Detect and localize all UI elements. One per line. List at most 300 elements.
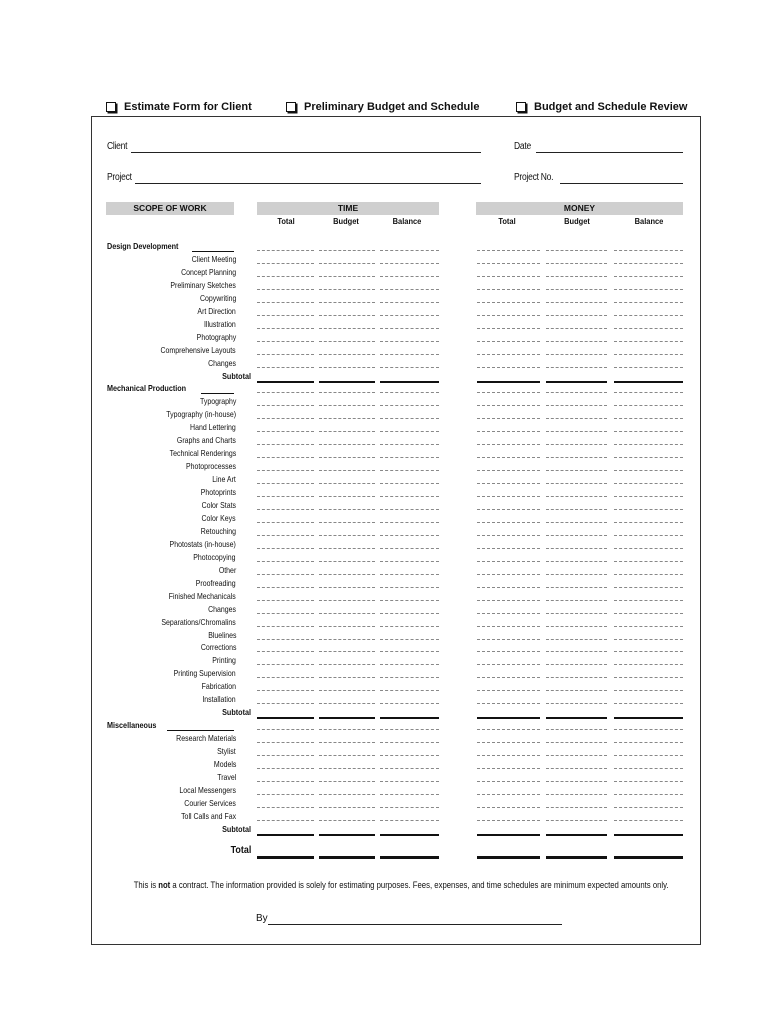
entry-cell[interactable]: [319, 856, 375, 859]
entry-cell[interactable]: [546, 768, 607, 769]
entry-cell[interactable]: [477, 856, 540, 859]
entry-cell[interactable]: [477, 509, 540, 510]
entry-cell[interactable]: [546, 651, 607, 652]
entry-cell[interactable]: [546, 328, 607, 329]
entry-cell[interactable]: [477, 626, 540, 627]
entry-cell[interactable]: [546, 820, 607, 821]
entry-cell[interactable]: [319, 664, 375, 665]
entry-cell[interactable]: [380, 381, 439, 383]
entry-cell[interactable]: [319, 690, 375, 691]
entry-cell[interactable]: [477, 470, 540, 471]
entry-cell[interactable]: [257, 729, 314, 730]
entry-cell[interactable]: [257, 354, 314, 355]
entry-cell[interactable]: [614, 807, 683, 808]
entry-cell[interactable]: [477, 651, 540, 652]
entry-cell[interactable]: [546, 509, 607, 510]
entry-cell[interactable]: [477, 483, 540, 484]
entry-cell[interactable]: [319, 250, 375, 251]
entry-cell[interactable]: [546, 626, 607, 627]
entry-cell[interactable]: [319, 639, 375, 640]
entry-cell[interactable]: [319, 548, 375, 549]
entry-cell[interactable]: [257, 548, 314, 549]
entry-cell[interactable]: [257, 768, 314, 769]
entry-cell[interactable]: [257, 381, 314, 383]
entry-cell[interactable]: [614, 302, 683, 303]
entry-cell[interactable]: [319, 794, 375, 795]
entry-cell[interactable]: [477, 276, 540, 277]
entry-cell[interactable]: [380, 263, 439, 264]
entry-cell[interactable]: [380, 289, 439, 290]
entry-cell[interactable]: [319, 522, 375, 523]
checkbox-icon[interactable]: [286, 102, 296, 112]
project-field[interactable]: [135, 183, 481, 184]
entry-cell[interactable]: [546, 341, 607, 342]
entry-cell[interactable]: [319, 341, 375, 342]
entry-cell[interactable]: [546, 548, 607, 549]
entry-cell[interactable]: [257, 807, 314, 808]
entry-cell[interactable]: [614, 444, 683, 445]
entry-cell[interactable]: [380, 341, 439, 342]
entry-cell[interactable]: [380, 354, 439, 355]
line-item-label: Bluelines: [207, 629, 236, 640]
entry-cell[interactable]: [614, 755, 683, 756]
entry-cell[interactable]: [614, 781, 683, 782]
entry-cell[interactable]: [319, 703, 375, 704]
entry-cell[interactable]: [477, 613, 540, 614]
entry-cell[interactable]: [546, 717, 607, 719]
entry-cell[interactable]: [319, 483, 375, 484]
entry-cell[interactable]: [319, 302, 375, 303]
entry-cell[interactable]: [614, 651, 683, 652]
entry-cell[interactable]: [319, 470, 375, 471]
entry-cell[interactable]: [257, 856, 314, 859]
entry-cell[interactable]: [477, 302, 540, 303]
entry-cell[interactable]: [380, 276, 439, 277]
entry-cell[interactable]: [546, 457, 607, 458]
entry-cell[interactable]: [614, 405, 683, 406]
entry-cell[interactable]: [257, 496, 314, 497]
entry-cell[interactable]: [546, 263, 607, 264]
entry-cell[interactable]: [546, 781, 607, 782]
entry-cell[interactable]: [319, 755, 375, 756]
entry-cell[interactable]: [477, 729, 540, 730]
entry-cell[interactable]: [257, 444, 314, 445]
entry-cell[interactable]: [614, 509, 683, 510]
entry-cell[interactable]: [380, 729, 439, 730]
entry-cell[interactable]: [319, 367, 375, 368]
entry-cell[interactable]: [477, 367, 540, 368]
entry-cell[interactable]: [477, 742, 540, 743]
entry-cell[interactable]: [319, 354, 375, 355]
entry-cell[interactable]: [614, 418, 683, 419]
entry-cell[interactable]: [319, 574, 375, 575]
entry-cell[interactable]: [546, 392, 607, 393]
entry-cell[interactable]: [614, 315, 683, 316]
entry-cell[interactable]: [546, 289, 607, 290]
entry-cell[interactable]: [257, 690, 314, 691]
entry-cell[interactable]: [380, 457, 439, 458]
entry-cell[interactable]: [380, 509, 439, 510]
entry-cell[interactable]: [546, 483, 607, 484]
entry-cell[interactable]: [257, 392, 314, 393]
entry-cell[interactable]: [380, 807, 439, 808]
entry-cell[interactable]: [614, 522, 683, 523]
entry-cell[interactable]: [546, 807, 607, 808]
entry-cell[interactable]: [477, 548, 540, 549]
entry-cell[interactable]: [614, 794, 683, 795]
entry-cell[interactable]: [546, 664, 607, 665]
entry-cell[interactable]: [546, 742, 607, 743]
entry-cell[interactable]: [477, 781, 540, 782]
entry-cell[interactable]: [477, 574, 540, 575]
entry-cell[interactable]: [257, 470, 314, 471]
entry-cell[interactable]: [380, 302, 439, 303]
entry-cell[interactable]: [614, 276, 683, 277]
line-item-label: Changes: [208, 603, 236, 614]
entry-cell[interactable]: [614, 354, 683, 355]
entry-cell[interactable]: [380, 392, 439, 393]
option-preliminary-budget[interactable]: [286, 101, 479, 113]
entry-cell[interactable]: [257, 263, 314, 264]
entry-cell[interactable]: [546, 794, 607, 795]
entry-cell[interactable]: [546, 535, 607, 536]
entry-cell[interactable]: [477, 600, 540, 601]
entry-cell[interactable]: [477, 263, 540, 264]
entry-cell[interactable]: [380, 496, 439, 497]
entry-cell[interactable]: [546, 677, 607, 678]
entry-cell[interactable]: [614, 381, 683, 383]
entry-cell[interactable]: [477, 834, 540, 836]
entry-cell[interactable]: [477, 535, 540, 536]
entry-cell[interactable]: [257, 250, 314, 251]
entry-cell[interactable]: [257, 341, 314, 342]
entry-cell[interactable]: [380, 639, 439, 640]
entry-cell[interactable]: [257, 457, 314, 458]
project-no-label: Project No.: [514, 172, 554, 183]
entry-cell[interactable]: [546, 250, 607, 251]
entry-cell[interactable]: [477, 496, 540, 497]
entry-cell[interactable]: [319, 729, 375, 730]
entry-cell[interactable]: [546, 703, 607, 704]
entry-cell[interactable]: [257, 431, 314, 432]
checkbox-icon[interactable]: [516, 102, 526, 112]
entry-cell[interactable]: [257, 367, 314, 368]
option-budget-review[interactable]: [516, 101, 687, 113]
entry-cell[interactable]: [257, 289, 314, 290]
entry-cell[interactable]: [380, 677, 439, 678]
entry-cell[interactable]: [380, 794, 439, 795]
entry-cell[interactable]: [477, 457, 540, 458]
entry-cell[interactable]: [380, 717, 439, 719]
entry-cell[interactable]: [380, 431, 439, 432]
entry-cell[interactable]: [614, 392, 683, 393]
entry-cell[interactable]: [477, 431, 540, 432]
entry-cell[interactable]: [257, 315, 314, 316]
entry-cell[interactable]: [546, 302, 607, 303]
entry-cell[interactable]: [319, 834, 375, 836]
entry-cell[interactable]: [257, 587, 314, 588]
entry-cell[interactable]: [380, 781, 439, 782]
entry-cell[interactable]: [380, 613, 439, 614]
signature-field[interactable]: [268, 924, 562, 925]
entry-cell[interactable]: [319, 315, 375, 316]
entry-cell[interactable]: [319, 263, 375, 264]
entry-cell[interactable]: [477, 717, 540, 719]
entry-cell[interactable]: [614, 690, 683, 691]
entry-cell[interactable]: [257, 677, 314, 678]
entry-cell[interactable]: [546, 315, 607, 316]
entry-cell[interactable]: [380, 755, 439, 756]
entry-cell[interactable]: [319, 457, 375, 458]
entry-cell[interactable]: [380, 522, 439, 523]
entry-cell[interactable]: [477, 289, 540, 290]
entry-cell[interactable]: [319, 328, 375, 329]
client-field[interactable]: [131, 152, 481, 153]
entry-cell[interactable]: [319, 651, 375, 652]
entry-cell[interactable]: [319, 781, 375, 782]
entry-cell[interactable]: [319, 444, 375, 445]
entry-cell[interactable]: [477, 794, 540, 795]
entry-cell[interactable]: [546, 444, 607, 445]
entry-cell[interactable]: [546, 381, 607, 383]
entry-cell[interactable]: [477, 677, 540, 678]
entry-cell[interactable]: [614, 328, 683, 329]
entry-cell[interactable]: [614, 574, 683, 575]
entry-cell[interactable]: [257, 405, 314, 406]
entry-cell[interactable]: [257, 781, 314, 782]
entry-cell[interactable]: [257, 820, 314, 821]
entry-cell[interactable]: [380, 664, 439, 665]
entry-cell[interactable]: [257, 717, 314, 719]
entry-cell[interactable]: [614, 820, 683, 821]
line-item-label: Models: [213, 759, 236, 769]
entry-cell[interactable]: [614, 483, 683, 484]
entry-cell[interactable]: [614, 535, 683, 536]
entry-cell[interactable]: [380, 470, 439, 471]
entry-cell[interactable]: [257, 522, 314, 523]
entry-cell[interactable]: [257, 418, 314, 419]
entry-cell[interactable]: [319, 535, 375, 536]
entry-cell[interactable]: [546, 367, 607, 368]
entry-cell[interactable]: [477, 522, 540, 523]
entry-cell[interactable]: [614, 561, 683, 562]
entry-cell[interactable]: [546, 418, 607, 419]
entry-cell[interactable]: [319, 613, 375, 614]
entry-cell[interactable]: [380, 548, 439, 549]
option-estimate-form[interactable]: [106, 101, 252, 113]
entry-cell[interactable]: [614, 496, 683, 497]
entry-cell[interactable]: [477, 561, 540, 562]
entry-cell[interactable]: [477, 418, 540, 419]
entry-cell[interactable]: [614, 729, 683, 730]
entry-cell[interactable]: [614, 664, 683, 665]
entry-cell[interactable]: [380, 418, 439, 419]
entry-cell[interactable]: [380, 367, 439, 368]
entry-cell[interactable]: [319, 600, 375, 601]
entry-cell[interactable]: [477, 250, 540, 251]
entry-cell[interactable]: [477, 664, 540, 665]
checkbox-icon[interactable]: [106, 102, 116, 112]
entry-cell[interactable]: [257, 794, 314, 795]
entry-cell[interactable]: [614, 587, 683, 588]
entry-cell[interactable]: [380, 834, 439, 836]
entry-cell[interactable]: [319, 276, 375, 277]
entry-cell[interactable]: [319, 392, 375, 393]
entry-cell[interactable]: [257, 639, 314, 640]
entry-cell[interactable]: [614, 548, 683, 549]
entry-cell[interactable]: [614, 367, 683, 368]
entry-cell[interactable]: [380, 651, 439, 652]
entry-cell[interactable]: [546, 496, 607, 497]
entry-cell[interactable]: [257, 703, 314, 704]
entry-cell[interactable]: [319, 431, 375, 432]
date-label: Date: [514, 141, 531, 152]
entry-cell[interactable]: [380, 405, 439, 406]
entry-cell[interactable]: [546, 690, 607, 691]
entry-cell[interactable]: [546, 405, 607, 406]
entry-cell[interactable]: [319, 717, 375, 719]
entry-cell[interactable]: [546, 755, 607, 756]
entry-cell[interactable]: [380, 328, 439, 329]
entry-cell[interactable]: [477, 444, 540, 445]
entry-cell[interactable]: [380, 820, 439, 821]
entry-cell[interactable]: [477, 690, 540, 691]
entry-cell[interactable]: [319, 768, 375, 769]
line-item-label: Proofreading: [196, 577, 236, 588]
entry-cell[interactable]: [614, 457, 683, 458]
entry-cell[interactable]: [380, 768, 439, 769]
entry-cell[interactable]: [257, 574, 314, 575]
entry-cell[interactable]: [477, 807, 540, 808]
entry-cell[interactable]: [319, 742, 375, 743]
entry-cell[interactable]: [614, 856, 683, 859]
entry-cell[interactable]: [614, 703, 683, 704]
entry-cell[interactable]: [477, 768, 540, 769]
entry-cell[interactable]: [319, 405, 375, 406]
entry-cell[interactable]: [257, 613, 314, 614]
entry-cell[interactable]: [380, 703, 439, 704]
entry-cell[interactable]: [257, 755, 314, 756]
entry-cell[interactable]: [319, 820, 375, 821]
entry-cell[interactable]: [380, 315, 439, 316]
entry-cell[interactable]: [614, 470, 683, 471]
entry-cell[interactable]: [380, 574, 439, 575]
entry-cell[interactable]: [257, 626, 314, 627]
entry-cell[interactable]: [319, 561, 375, 562]
entry-cell[interactable]: [380, 535, 439, 536]
entry-cell[interactable]: [380, 483, 439, 484]
entry-cell[interactable]: [546, 354, 607, 355]
entry-cell[interactable]: [380, 250, 439, 251]
entry-cell[interactable]: [477, 381, 540, 383]
entry-cell[interactable]: [319, 677, 375, 678]
entry-cell[interactable]: [614, 677, 683, 678]
entry-cell[interactable]: [257, 561, 314, 562]
entry-cell[interactable]: [257, 302, 314, 303]
entry-cell[interactable]: [319, 807, 375, 808]
entry-cell[interactable]: [546, 856, 607, 859]
entry-cell[interactable]: [477, 341, 540, 342]
entry-cell[interactable]: [380, 690, 439, 691]
entry-cell[interactable]: [257, 509, 314, 510]
entry-cell[interactable]: [319, 418, 375, 419]
entry-cell[interactable]: [319, 509, 375, 510]
entry-cell[interactable]: [614, 431, 683, 432]
entry-cell[interactable]: [477, 639, 540, 640]
entry-cell[interactable]: [380, 587, 439, 588]
entry-cell[interactable]: [477, 328, 540, 329]
entry-cell[interactable]: [614, 613, 683, 614]
entry-cell[interactable]: [477, 755, 540, 756]
entry-cell[interactable]: [614, 768, 683, 769]
entry-cell[interactable]: [380, 444, 439, 445]
entry-cell[interactable]: [257, 483, 314, 484]
entry-cell[interactable]: [257, 834, 314, 836]
entry-cell[interactable]: [257, 600, 314, 601]
entry-cell[interactable]: [477, 405, 540, 406]
entry-cell[interactable]: [614, 289, 683, 290]
entry-cell[interactable]: [477, 354, 540, 355]
entry-cell[interactable]: [546, 470, 607, 471]
entry-cell[interactable]: [257, 651, 314, 652]
entry-cell[interactable]: [546, 276, 607, 277]
entry-cell[interactable]: [546, 522, 607, 523]
line-item-label: Printing Supervision: [174, 668, 236, 679]
entry-cell[interactable]: [546, 834, 607, 836]
entry-cell[interactable]: [546, 561, 607, 562]
entry-cell[interactable]: [257, 276, 314, 277]
entry-cell[interactable]: [614, 626, 683, 627]
entry-cell[interactable]: [614, 834, 683, 836]
entry-cell[interactable]: [614, 742, 683, 743]
entry-cell[interactable]: [380, 600, 439, 601]
entry-cell[interactable]: [477, 587, 540, 588]
entry-cell[interactable]: [257, 664, 314, 665]
entry-cell[interactable]: [319, 626, 375, 627]
entry-cell[interactable]: [614, 263, 683, 264]
entry-cell[interactable]: [614, 250, 683, 251]
entry-cell[interactable]: [380, 626, 439, 627]
entry-cell[interactable]: [257, 742, 314, 743]
entry-cell[interactable]: [546, 613, 607, 614]
entry-cell[interactable]: [546, 587, 607, 588]
entry-cell[interactable]: [319, 381, 375, 383]
entry-cell[interactable]: [477, 820, 540, 821]
entry-cell[interactable]: [380, 742, 439, 743]
entry-cell[interactable]: [257, 328, 314, 329]
project-no-field[interactable]: [560, 183, 683, 184]
entry-cell[interactable]: [380, 561, 439, 562]
entry-cell[interactable]: [319, 587, 375, 588]
date-field[interactable]: [536, 152, 683, 153]
entry-cell[interactable]: [546, 600, 607, 601]
entry-cell[interactable]: [546, 729, 607, 730]
entry-cell[interactable]: [546, 431, 607, 432]
entry-cell[interactable]: [319, 289, 375, 290]
entry-cell[interactable]: [477, 703, 540, 704]
entry-cell[interactable]: [614, 341, 683, 342]
entry-cell[interactable]: [546, 574, 607, 575]
entry-cell[interactable]: [257, 535, 314, 536]
entry-cell[interactable]: [477, 392, 540, 393]
entry-cell[interactable]: [319, 496, 375, 497]
entry-cell[interactable]: [546, 639, 607, 640]
entry-cell[interactable]: [614, 600, 683, 601]
entry-cell[interactable]: [380, 856, 439, 859]
entry-cell[interactable]: [477, 315, 540, 316]
entry-cell[interactable]: [614, 639, 683, 640]
entry-cell[interactable]: [614, 717, 683, 719]
